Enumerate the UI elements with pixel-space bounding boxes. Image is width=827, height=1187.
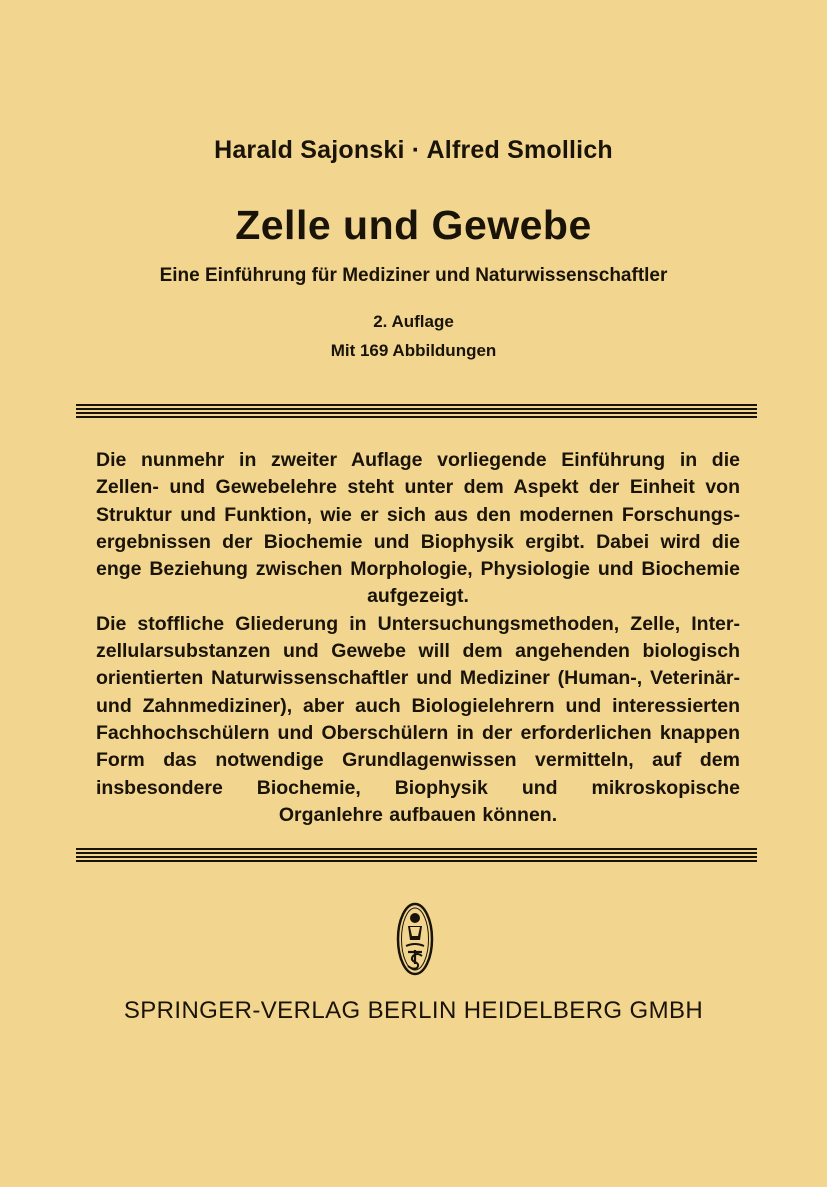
figure-count: Mit 169 Abbildungen (330, 341, 497, 360)
blurb-paragraph-1: Die nunmehr in zweiter Auflage vorliegende Einführung in die Zellen- und Gewebelehre steht unter dem Aspekt der Einheit von Struktur und Funktion, wie er sich aus den modernen Forschungsergebnissen der Biochemie und Biophysik ergibt. Dabei wird die enge Beziehung zwischen Morphologie, Physiologie und Biochemie aufgezeigt. (96, 449, 740, 608)
edition: 2. Auflage (373, 312, 454, 331)
top-rule (76, 404, 757, 420)
book-subtitle: Eine Einführung für Mediziner und Naturwissenschaftler (159, 265, 668, 286)
authors: Harald Sajonski · Alfred Smollich (214, 136, 613, 164)
book-title: Zelle und Gewebe (235, 202, 592, 248)
blurb-paragraph-2: Die stoffliche Gliederung in Untersuchungsmethoden, Zelle, Interzellularsubstanzen und Gewebe will dem angehenden biologisch orientierten Naturwissenschaftler und Mediziner (Human-, Veterinär- und Zahnmediziner), aber auch Biologielehrern und interessierten Fachhochschülern und Oberschülern in der erforderlichen knappen Form das notwendige Grundlagenwissen vermitteln, auf dem insbesondere Biochemie, Biophysik und mikroskopische Organlehre aufbauen können. (96, 612, 740, 826)
publisher-name: SPRINGER-VERLAG BERLIN HEIDELBERG GMBH (123, 997, 704, 1024)
bottom-rule (76, 848, 757, 864)
blurb (96, 447, 740, 829)
springer-logo-icon (396, 902, 434, 976)
